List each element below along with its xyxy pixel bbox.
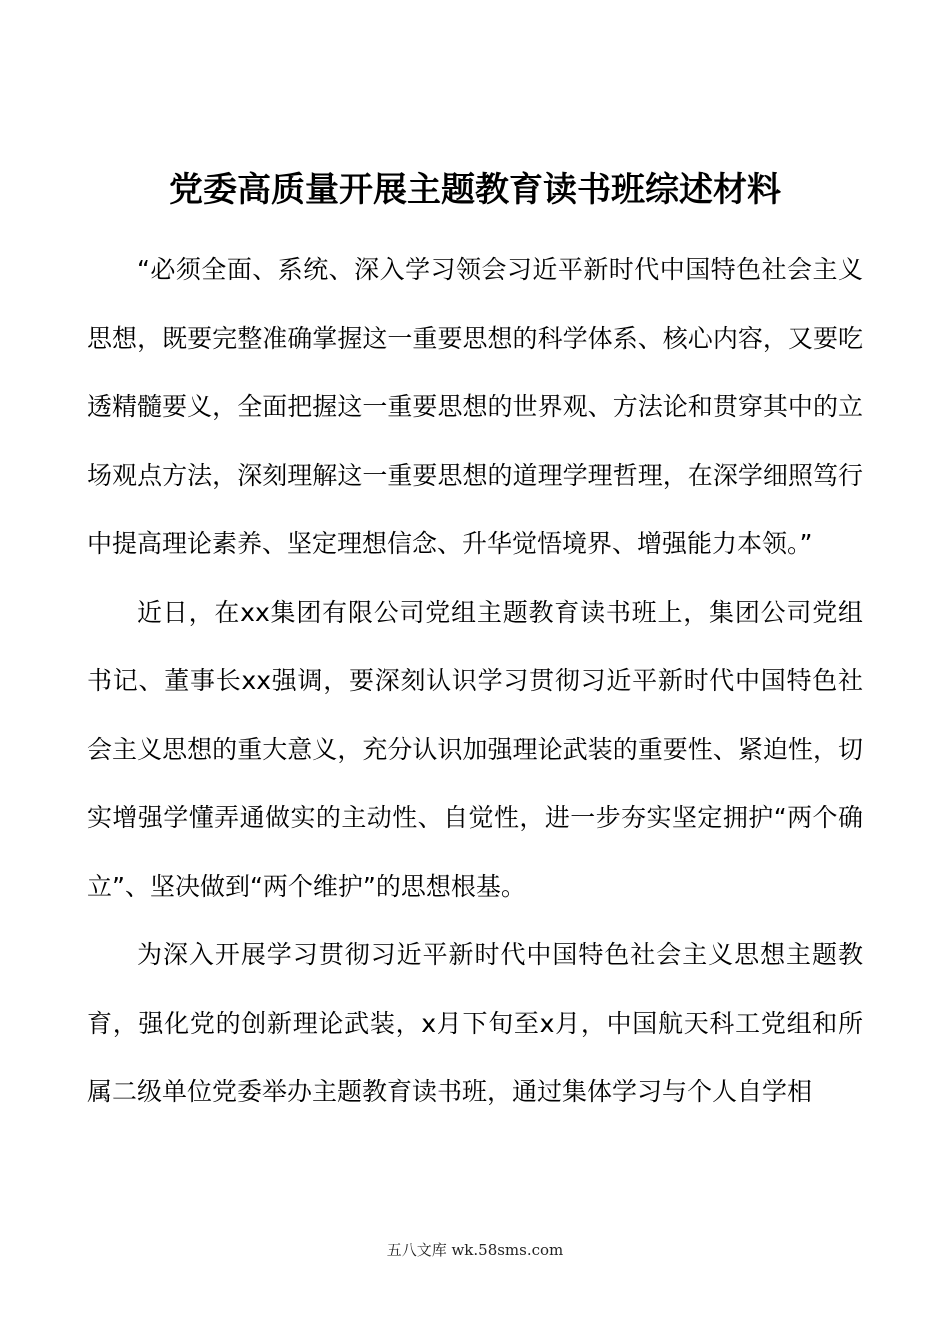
document-title: 党委高质量开展主题教育读书班综述材料 [169,169,781,210]
document-body [87,236,863,1127]
paragraph-3: 为深入开展学习贯彻习近平新时代中国特色社会主义思想主题教育，强化党的创新理论武装，x月下旬至x月，中国航天科工党组和所属二级单位党委举办主题教育读书班，通过集体学习与个人自学相 [87,940,863,1106]
paragraph-2: 近日，在xx集团有限公司党组主题教育读书班上，集团公司党组书记、董事长xx强调，要深刻认识学习贯彻习近平新时代中国特色社会主义思想的重大意义，充分认识加强理论武装的重要性、紧迫性，切实增强学懂弄通做实的主动性、自觉性，进一步夯实坚定拥护“两个确立”、坚决做到“两个维护”的思想根基。 [87,597,863,901]
footer-watermark: 五八文库 wk.58sms.com [386,1241,564,1259]
paragraph-1: “必须全面、系统、深入学习领会习近平新时代中国特色社会主义思想，既要完整准确掌握这一重要思想的科学体系、核心内容，又要吃透精髓要义，全面把握这一重要思想的世界观、方法论和贯穿其中的立场观点方法，深刻理解这一重要思想的道理学理哲理，在深学细照笃行中提高理论素养、坚定理想信念、升华觉悟境界、增强能力本领。” [87,255,863,558]
